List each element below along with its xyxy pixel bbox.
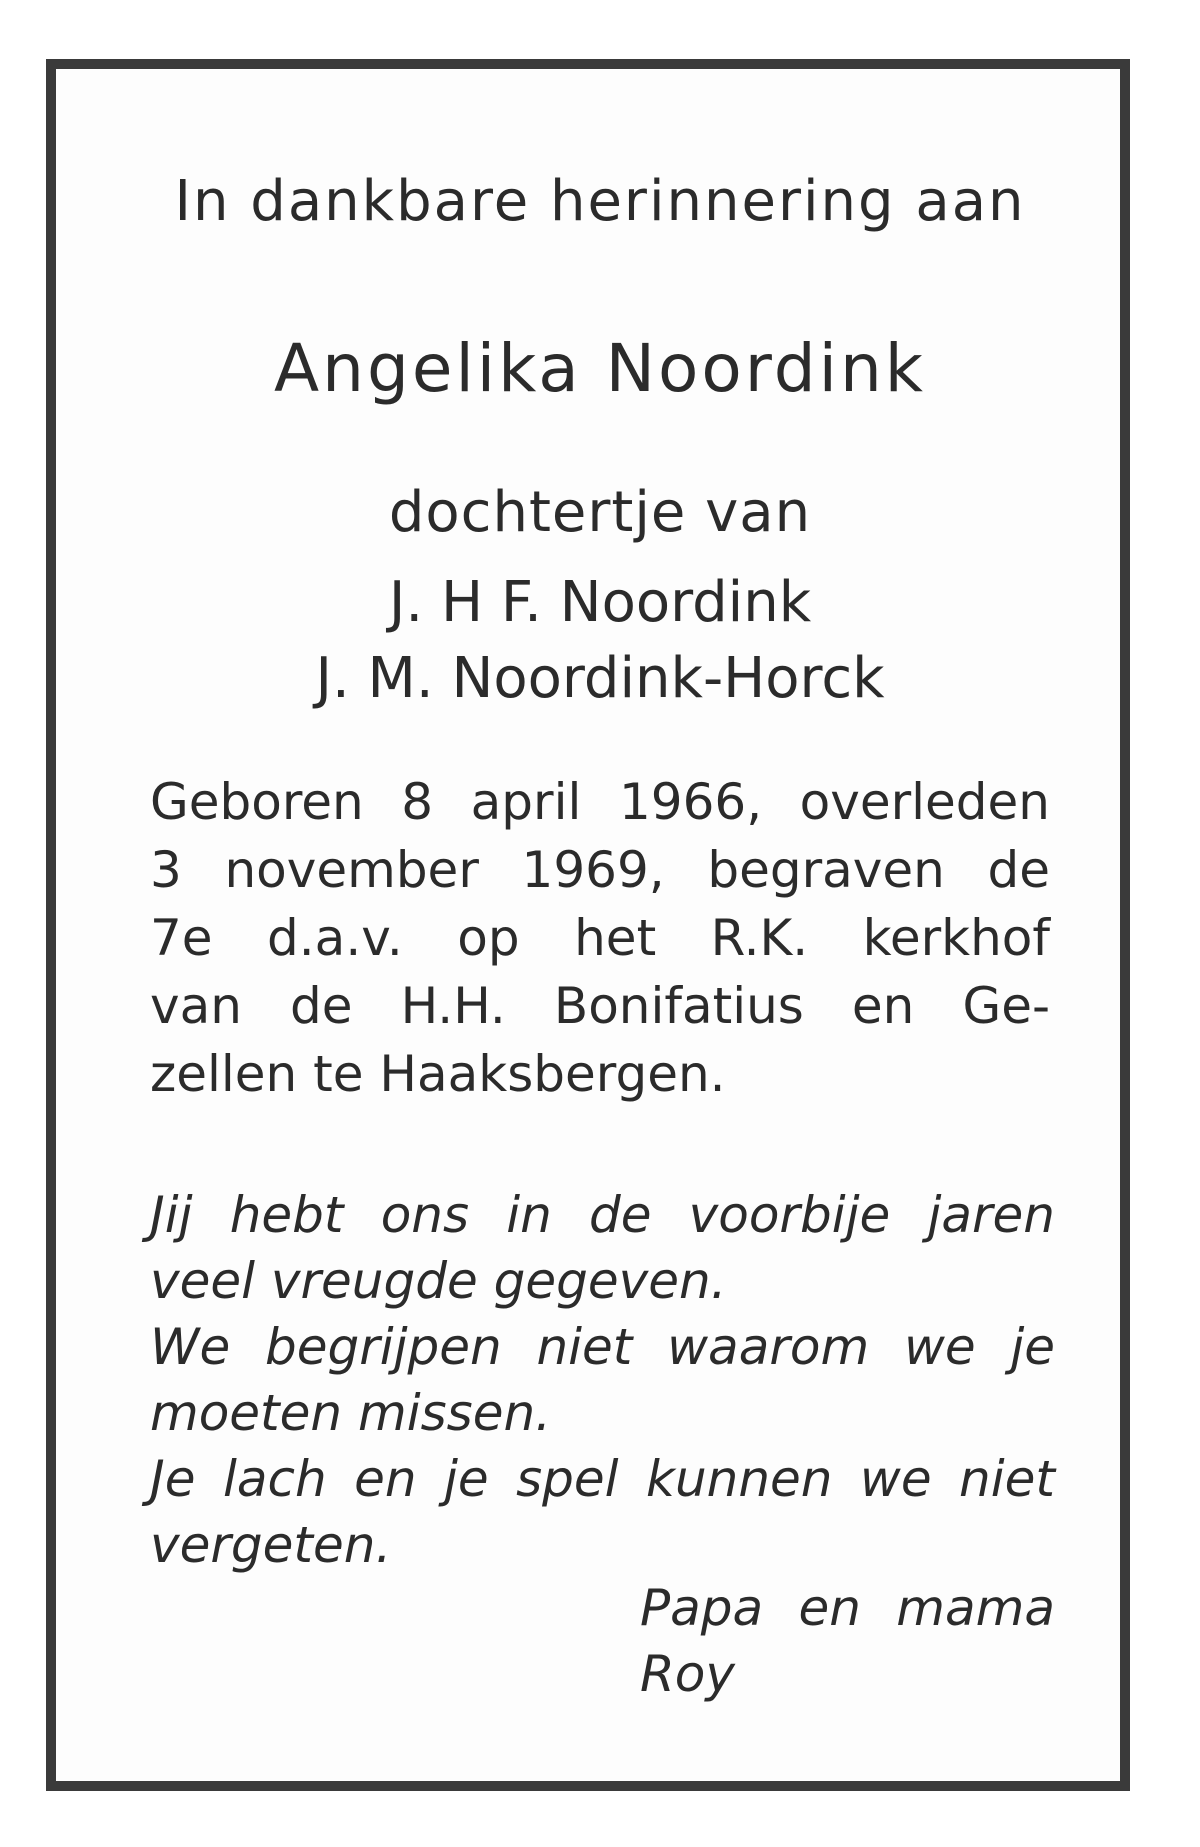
parents-block (0, 565, 1200, 717)
parent-father: J. H F. Noordink (388, 570, 812, 635)
signature-line: Papa en mama (640, 1579, 1055, 1637)
poem-line: Jij hebt ons in de voorbije jaren (150, 1186, 1055, 1244)
bio-line: 7e d.a.v. op het R.K. kerkhof (150, 909, 1050, 967)
poem-line: moeten missen. (150, 1384, 552, 1442)
deceased-name: Angelika Noordink (273, 330, 927, 407)
biography-paragraph (150, 768, 1050, 1108)
signature-block (640, 1575, 1055, 1707)
bio-line: Geboren 8 april 1966, overleden (150, 773, 1050, 831)
signature-line: Roy (640, 1645, 735, 1703)
relation-text: dochtertje van (388, 480, 812, 545)
poem-line: veel vreugde gegeven. (150, 1252, 727, 1310)
poem-line: vergeten. (150, 1516, 392, 1574)
bio-line: 3 november 1969, begraven de (150, 841, 1050, 899)
intro-text: In dankbare herinnering aan (174, 169, 1026, 234)
poem-line: Je lach en je spel kunnen we niet (150, 1450, 1055, 1508)
bio-line: van de H.H. Bonifatius en Ge- (150, 977, 1050, 1035)
bio-line: zellen te Haaksbergen. (150, 1045, 726, 1103)
parent-mother: J. M. Noordink-Horck (315, 646, 885, 711)
poem-line: We begrijpen niet waarom we je (150, 1318, 1055, 1376)
poem-paragraph (150, 1182, 1055, 1578)
